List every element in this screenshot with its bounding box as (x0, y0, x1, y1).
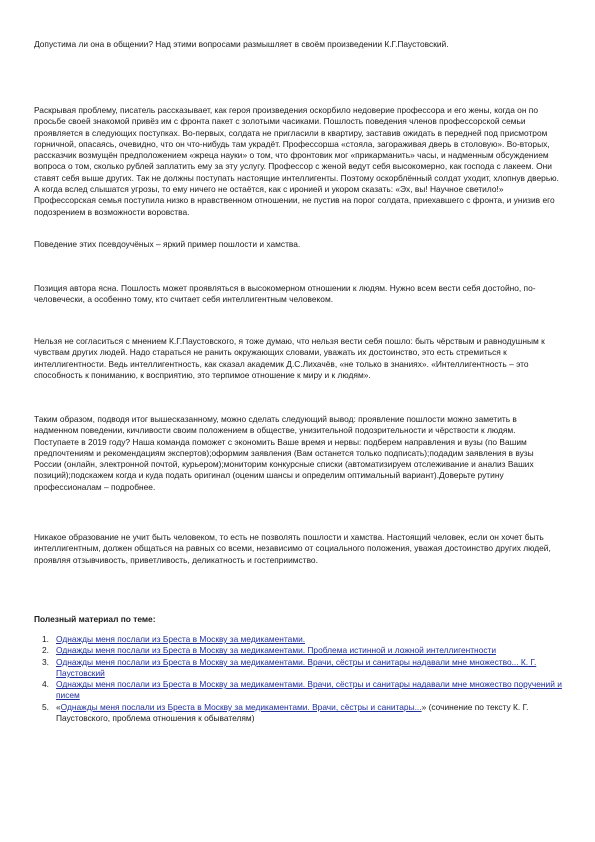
related-link-5[interactable]: Однажды меня послали из Бреста в Москву за медикаментами. Врачи, сёстры и санитары... (60, 701, 422, 712)
paragraph-conclusion: Таким образом, подводя итог вышесказанному, можно сделать следующий вывод: проявление пошлости можно заметить в надменном поведении, кичливости своим положением в обществе, унизительной подозрительности и чёрствости к людям. Поступаете в 2019 году? Наша команда поможет с экономить Ваше время и нервы: подберем направления и вузы (по Вашим предпочтениям и рекомендациям экспертов);оформим заявления (Вам останется только подписать);подадим заявления в вузы России (онлайн, электронной почтой, курьером);мониторим конкурсные списки (автоматизируем отслеживание и анализ Ваших позиций);подскажем когда и куда подать оригинал (оценим шансы и определим оптимальный вариант).Доверьте рутину профессионалам – подробнее. (34, 414, 534, 492)
link-suffix: » (сочинение по тексту К. Г. Паустовского, проблема отношения к обывателям) (56, 701, 529, 724)
related-link-2[interactable]: Однажды меня послали из Бреста в Москву за медикаментами. Проблема истинной и ложной интеллигентности (56, 645, 497, 656)
related-link-item-2 (34, 645, 562, 656)
related-link-1[interactable]: Однажды меня послали из Бреста в Москву за медикаментами. (56, 634, 306, 644)
list-number: 1. (42, 634, 49, 644)
list-number: 4. (42, 679, 49, 690)
list-number: 2. (42, 645, 49, 656)
paragraph-final-thought: Никакое образование не учит быть человеком, то есть не позволять пошлости и хамства. Настоящий человек, если он хочет быть интеллигентным, должен общаться на равных со всеми, независимо от социального положения, уважая достоинство других людей, проявляя отзывчивость, приветливость, деликатность и гостеприимство. (34, 532, 551, 565)
paragraph-problem-description: Раскрывая проблему, писатель рассказывает, как героя произведения оскорбило недоверие профессора и его жены, когда он по просьбе своей знакомой привёз им с фронта пакет с золотыми часиками. Пошлость поведения членов профессорской семьи проявляется в следующих поступках. Во-первых, солдата не пригласили в квартиру, заставив ожидать в передней под присмотром горничной, опасаясь, очевидно, что он что-нибудь там украдёт. Профессорша «стояла, загораживая дверь в столовую». Во-вторых, рассказчик возмущён предположением «жреца науки» о том, что фронтовик мог «прикарманить» часы, и надменным обсуждением вопроса о том, сколько рублей заплатить ему за эту услугу. Профессор с женой ведут себя высокомерно, как господа с лакеем. Они ставят себя выше других. Так не должны поступать настоящие интеллигенты. Поэтому оскорблённый солдат уходит, хлопнув дверью. А когда вслед слышатся угрозы, то ему ничего не остаётся, как с иронией и укором сказать: «Эх, вы! Научное светило!» Профессорская семья поступила низко в нравственном отношении, не пустив на порог солдата, приехавшего с фронта, и унизив его подозрением в возможности воровства. (34, 105, 559, 217)
list-number: 3. (42, 656, 49, 667)
paragraph-author-position: Позиция автора ясна. Пошлость может проявляться в высокомерном отношении к людям. Нужно всем вести себя достойно, по-человечески, а особенно тому, кто считает себя интеллигентным человеком. (34, 283, 536, 305)
paragraph-agreement: Нельзя не согласиться с мнением К.Г.Паустовского, я тоже думаю, что нельзя вести себя пошло: быть чёрствым и равнодушным к чувствам других людей. Надо стараться не ранить окружающих словами, уважать их достоинство, это есть стремиться к интеллигентности. Ведь интеллигентность, как сказал академик Д.С.Лихачёв, «не только в знаниях». «Интеллигентность – это способность к пониманию, к восприятию, это терпимое отношение к миру и к людям». (34, 336, 545, 380)
related-link-item-1 (34, 634, 562, 645)
related-link-item-3 (34, 657, 562, 680)
paragraph-intro-question: Допустима ли она в общении? Над этими вопросами размышляет в своём произведении К.Г.Паустовский. (34, 39, 449, 49)
related-link-item-5 (34, 702, 562, 725)
related-link-item-4 (34, 679, 562, 702)
list-number: 5. (42, 701, 49, 712)
paragraph-pseudoscientists: Поведение этих псевдоучёных – яркий пример пошлости и хамства. (34, 239, 301, 249)
related-link-3[interactable]: Однажды меня послали из Бреста в Москву за медикаментами. Врачи, сёстры и санитары надавали мне множество... К. Г. Паустовский (56, 656, 537, 678)
related-link-4[interactable]: Однажды меня послали из Бреста в Москву за медикаментами. Врачи, сёстры и санитары надавали мне множество поручений и писем (56, 679, 562, 701)
link-prefix: « (56, 701, 61, 712)
related-links-list (34, 634, 562, 724)
related-heading: Полезный материал по теме: (34, 614, 156, 624)
